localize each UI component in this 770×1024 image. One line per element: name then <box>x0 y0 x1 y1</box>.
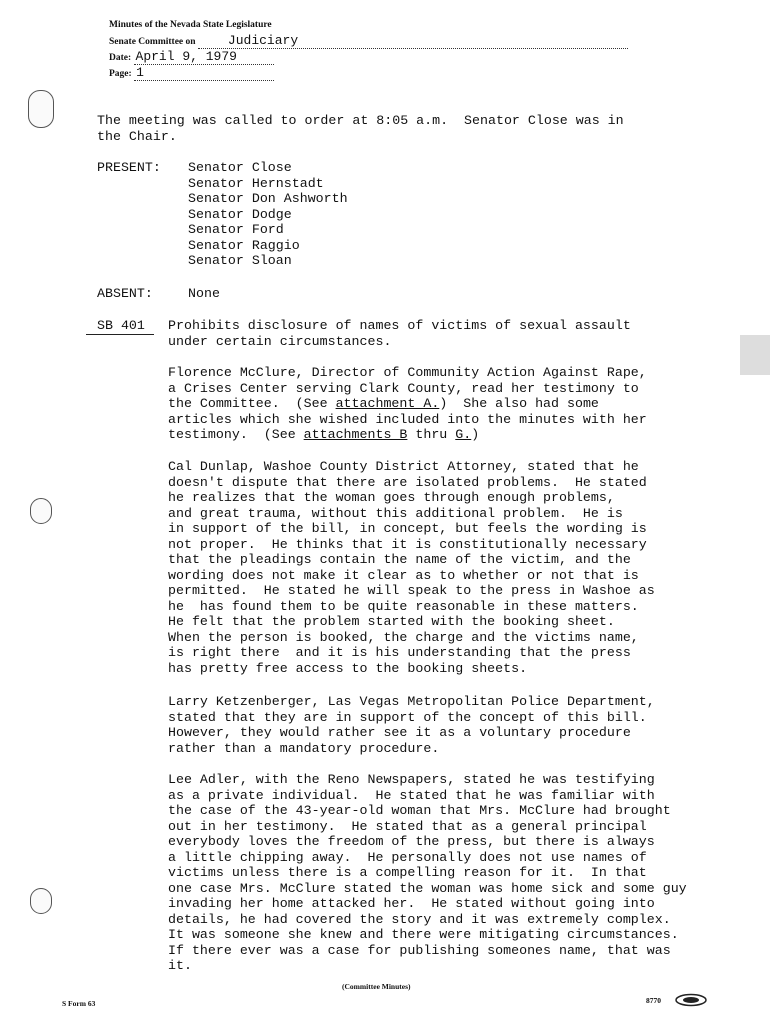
absent-value: None <box>188 286 220 301</box>
attachment-a-link[interactable]: attachment A. <box>335 396 440 411</box>
page-value: 1 <box>136 65 144 80</box>
committee-field <box>198 35 628 49</box>
binder-hole-bottom <box>30 888 52 914</box>
bill-id: SB 401 <box>97 318 145 333</box>
mcclure-text-d: ) <box>471 427 480 442</box>
date-line <box>109 51 274 65</box>
binder-hole-middle <box>30 498 52 524</box>
mcclure-text-c: thru <box>407 427 456 442</box>
minutes-title <box>109 19 272 31</box>
testimony-dunlap: Cal Dunlap, Washoe County District Attorney, stated that he doesn't dispute that there are isolated problems. He stated he realizes that the woman goes through enough problems, and great trauma, without this additional problem. He is in support of the bill, in concept, but feels the wording is not proper. He thinks that it is constitutionally necessary that the pleadings contain the name of the victim, and the wording does not make it clear as to whether or not that is permitted. He stated he will speak to the press in Washoe as he has found them to be quite reasonable in these matters. He felt that the problem started with the booking sheet. When the person is booked, the charge and the victims name, is right there and it is his understanding that the press has pretty free access to the booking sheets. <box>168 459 655 676</box>
minutes-title-text: Minutes of the Nevada State Legislature <box>109 20 272 30</box>
testimony-adler: Lee Adler, with the Reno Newspapers, stated he was testifying as a private individual. He stated that he was familiar with the case of the 43-year-old woman that Mrs. McClure had brought out in her testimony. He stated that as a general principal everybody loves the freedom of the press, but there is always a little chipping away. He personally does not use names of victims unless there is a compelling reason for it. In that one case Mrs. McClure stated the woman was home sick and some guy invading her home attacked her. He stated without going into details, he had covered the story and it was extremely complex. It was someone she knew and there were mitigating circumstances. If there ever was a case for publishing someones name, that was it. <box>168 772 687 973</box>
committee-line <box>109 35 628 49</box>
present-list: Senator Close Senator Hernstadt Senator Don Ashworth Senator Dodge Senator Ford Senator Raggio Senator Sloan <box>188 160 348 268</box>
committee-label: Senate Committee on <box>109 37 196 47</box>
date-label: Date: <box>109 53 132 63</box>
present-label: PRESENT: <box>97 160 161 175</box>
footer-committee-minutes: (Committee Minutes) <box>342 982 411 991</box>
page-label: Page: <box>109 69 132 79</box>
date-field <box>134 51 274 65</box>
attachments-b-link[interactable]: attachments B <box>303 427 408 442</box>
opening-paragraph: The meeting was called to order at 8:05 a.m. Senator Close was in the Chair. <box>97 113 624 144</box>
form-number: S Form 63 <box>62 999 96 1008</box>
attachment-g-link[interactable]: G. <box>455 427 472 442</box>
page-line <box>109 67 274 81</box>
date-value: April 9, 1979 <box>135 49 237 64</box>
mcclure-text-a: Florence McClure, Director of Community Action Against Rape, a Crises Center serving Clark County, read her testimony to the Committee. (See <box>168 365 647 411</box>
testimony-ketzenberger: Larry Ketzenberger, Las Vegas Metropolitan Police Department, stated that they are in support of the concept of this bill. However, they would rather see it as a voluntary procedure rather than a mandatory procedure. <box>168 694 655 756</box>
bill-description: Prohibits disclosure of names of victims of sexual assault under certain circumstances. <box>168 318 631 349</box>
page-field <box>134 67 274 81</box>
bill-id-underline <box>86 334 154 335</box>
union-label-icon <box>674 993 708 1007</box>
printer-number: 8770 <box>646 996 661 1005</box>
mcclure-text-b: ) She also had some articles which she wished included into the minutes with her testimony. (See <box>168 396 647 442</box>
absent-label: ABSENT: <box>97 286 153 301</box>
testimony-mcclure <box>168 365 758 443</box>
binder-hole-top <box>28 90 54 128</box>
committee-value: Judiciary <box>227 33 299 48</box>
